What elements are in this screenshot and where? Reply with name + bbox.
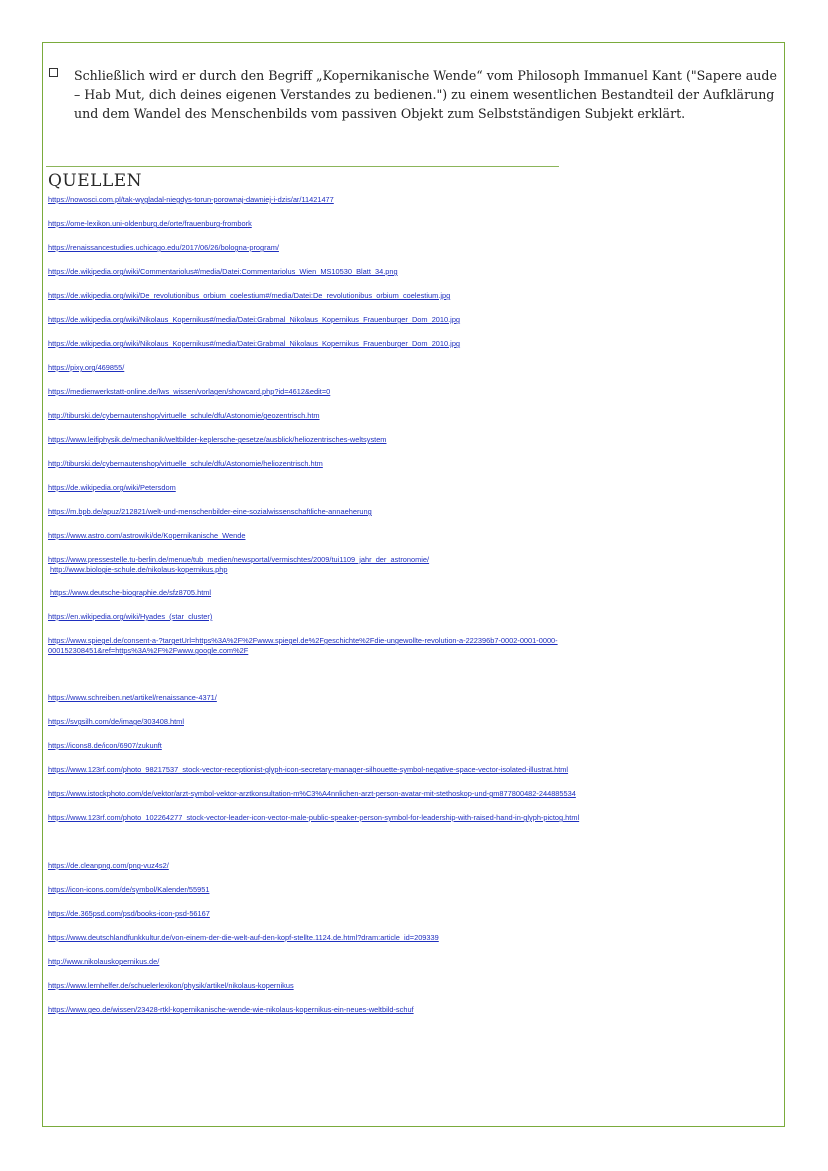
source-link[interactable]: https://de.cleanpng.com/png-vuz4s2/ [48,861,169,870]
source-link[interactable]: https://www.istockphoto.com/de/vektor/arzt-symbol-vektor-arztkonsultation-m%C3%A4nnlichen-arzt-person-avatar-mit-stethoskop-und-gm877800482-244885534 [48,789,576,798]
source-link[interactable]: https://www.pressestelle.tu-berlin.de/menue/tub_medien/newsportal/vermischtes/2009/tui1109_jahr_der_astronomie/ [48,555,430,564]
source-link[interactable]: https://en.wikipedia.org/wiki/Hyades_(star_cluster) [48,612,213,621]
source-link[interactable]: https://www.spiegel.de/consent-a-?targetUrl=https%3A%2F%2Fwww.spiegel.de%2Fgeschichte%2Fdie-ungewollte-revolution-a-222396b7-0002-0001-0000-000152308451&ref=https%3A%2F%2Fwww.google.com%2F [48,636,558,655]
source-link[interactable]: https://de.wikipedia.org/wiki/Nikolaus_Kopernikus#/media/Datei:Grabmal_Nikolaus_Kopernikus_Frauenburger_Dom_2010.jpg [48,315,461,324]
section-divider [46,166,559,167]
source-link[interactable]: https://pixy.org/469855/ [48,363,125,372]
source-link[interactable]: https://de.wikipedia.org/wiki/Nikolaus_Kopernikus#/media/Datei:Grabmal_Nikolaus_Kopernikus_Frauenburger_Dom_2010.jpg [48,339,461,348]
source-link[interactable]: https://de.wikipedia.org/wiki/De_revolutionibus_orbium_coelestium#/media/Datei:De_revolutionibus_orbium_coelestium.jpg [48,291,451,300]
source-link[interactable]: https://m.bpb.de/apuz/212821/welt-und-menschenbilder-eine-sozialwissenschaftliche-annaeherung [48,507,372,516]
bullet-text: Schließlich wird er durch den Begriff „Kopernikanische Wende“ vom Philosoph Immanuel Kant ("Sapere aude – Hab Mut, dich deines eigenen Verstandes zu bedienen.") zu einem wesentlichen Bestandteil der Aufklärung und dem Wandel des Menschenbilds vom passiven Objekt zum Selbstständigen Subjekt erklärt. [74,68,777,121]
source-link[interactable]: https://www.123rf.com/photo_98217537_stock-vector-receptionist-glyph-icon-secretary-manager-silhouette-symbol-negative-space-vector-isolated-illustrat.html [48,765,569,774]
sources-heading: QUELLEN [48,171,143,191]
source-link[interactable]: https://www.leifiphysik.de/mechanik/weltbilder-keplersche-gesetze/ausblick/heliozentrisches-weltsystem [48,435,387,444]
source-link[interactable]: https://www.schreiben.net/artikel/renaissance-4371/ [48,693,217,702]
source-link[interactable]: https://renaissancestudies.uchicago.edu/2017/06/26/bologna-program/ [48,243,279,252]
source-link[interactable]: https://de.365psd.com/psd/books-icon-psd-56167 [48,909,210,918]
source-link[interactable]: http://tiburski.de/cybernautenshop/virtuelle_schule/dfu/Astonomie/heliozentrisch.htm [48,459,323,468]
source-link[interactable]: http://www.nikolauskopernikus.de/ [48,957,160,966]
source-link[interactable]: https://ome-lexikon.uni-oldenburg.de/orte/frauenburg-frombork [48,219,252,228]
source-link[interactable]: https://icons8.de/icon/6907/zukunft [48,741,162,750]
source-link[interactable]: https://medienwerkstatt-online.de/lws_wissen/vorlagen/showcard.php?id=4612&edit=0 [48,387,331,396]
source-link[interactable]: https://icon-icons.com/de/symbol/Kalender/55951 [48,885,210,894]
source-link[interactable]: https://nowosci.com.pl/tak-wygladal-niegdys-torun-porownaj-dawniej-i-dzis/ar/11421477 [48,195,334,204]
source-link[interactable]: https://www.123rf.com/photo_102264277_stock-vector-leader-icon-vector-male-public-speaker-person-symbol-for-leadership-with-raised-hand-in-glyph-pictog.html [48,813,580,822]
source-link[interactable]: https://www.deutschlandfunkkultur.de/von-einem-der-die-welt-auf-den-kopf-stellte.1124.de.html?dram:article_id=209339 [48,933,439,942]
source-link[interactable]: https://www.astro.com/astrowiki/de/Kopernikanische_Wende [48,531,246,540]
checkbox-bullet-icon [49,68,58,77]
source-link[interactable]: https://svgsilh.com/de/image/303408.html [48,717,184,726]
source-link[interactable]: https://www.lernhelfer.de/schuelerlexikon/physik/artikel/nikolaus-kopernikus [48,981,294,990]
source-link[interactable]: http://tiburski.de/cybernautenshop/virtuelle_schule/dfu/Astonomie/geozentrisch.htm [48,411,320,420]
source-link[interactable]: https://de.wikipedia.org/wiki/Commentariolus#/media/Datei:Commentariolus_Wien_MS10530_Blatt_34.png [48,267,398,276]
source-link[interactable]: http://www.biologie-schule.de/nikolaus-kopernikus.php [50,565,228,574]
source-link[interactable]: https://www.geo.de/wissen/23428-rtkl-kopernikanische-wende-wie-nikolaus-kopernikus-ein-neues-weltbild-schuf [48,1005,414,1014]
bullet-paragraph [49,66,777,123]
source-link[interactable]: https://www.deutsche-biographie.de/sfz8705.html [50,588,212,597]
source-link[interactable]: https://de.wikipedia.org/wiki/Petersdom [48,483,176,492]
